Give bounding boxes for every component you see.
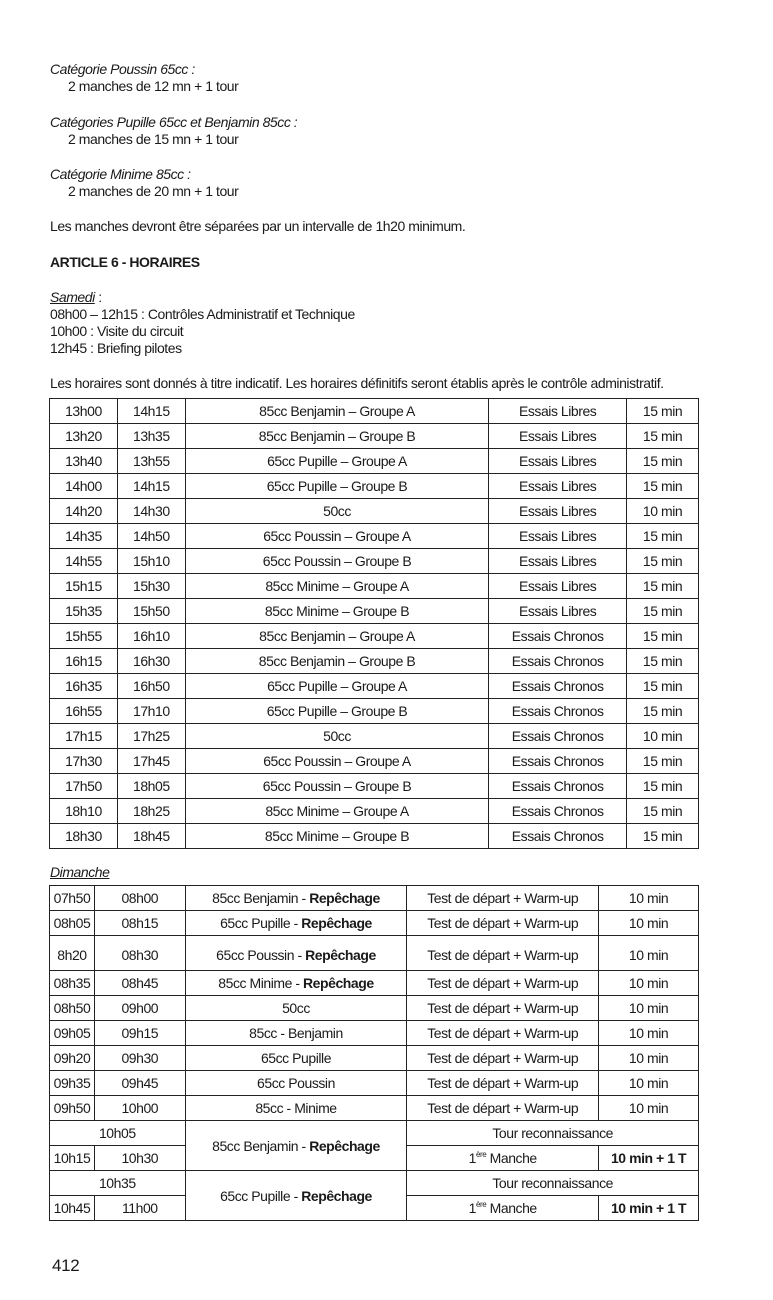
cell-session: Essais Chronos	[489, 799, 627, 824]
cell-category: 65cc Poussin – Groupe B	[185, 549, 488, 574]
cell-duration: 10 min	[627, 499, 699, 524]
saturday-label: Samedi	[50, 289, 95, 305]
cell-session: Essais Libres	[489, 449, 627, 474]
table-row	[50, 911, 699, 936]
cell-start: 08h35	[50, 971, 95, 996]
cell-end: 13h35	[117, 424, 185, 449]
cell-session: Essais Chronos	[489, 674, 627, 699]
cell-session: Essais Chronos	[489, 774, 627, 799]
cell-session: Essais Libres	[489, 599, 627, 624]
table-row	[50, 424, 699, 449]
cell-category	[185, 1021, 407, 1046]
cell-duration: 10 min + 1 T	[599, 1146, 699, 1171]
cell-end: 18h25	[117, 799, 185, 824]
cell-category: 85cc Minime – Groupe B	[185, 599, 488, 624]
table-row	[50, 724, 699, 749]
saturday-line: 12h45 : Briefing pilotes	[50, 340, 182, 356]
saturday-label-suffix: :	[94, 289, 102, 305]
cell-start: 10h15	[50, 1146, 95, 1171]
category-bold: Repêchage	[309, 890, 380, 906]
category-bold: Repêchage	[305, 947, 376, 963]
category-text: 85cc - Benjamin	[249, 1025, 343, 1041]
cell-end: 15h30	[117, 574, 185, 599]
category-pupille-benjamin-detail: 2 manches de 15 mn + 1 tour	[68, 131, 239, 147]
cell-start: 18h10	[50, 799, 118, 824]
saturday-line: 08h00 – 12h15 : Contrôles Administratif et Technique	[50, 306, 355, 322]
cell-start: 14h20	[50, 499, 118, 524]
table-row	[50, 449, 699, 474]
page-number: 412	[52, 1256, 80, 1275]
table-row	[50, 699, 699, 724]
cell-category: 85cc Benjamin – Groupe A	[185, 624, 488, 649]
cell-end: 16h30	[117, 649, 185, 674]
cell-session: Essais Libres	[489, 399, 627, 424]
cell-end: 09h00	[94, 996, 185, 1021]
cell-session: Test de départ + Warm-up	[407, 1021, 599, 1046]
cell-end: 14h15	[117, 399, 185, 424]
category-text: 85cc Minime -	[218, 975, 304, 991]
cell-category	[185, 936, 407, 971]
cell-duration: 15 min	[627, 824, 699, 849]
cell-recon-time: 10h05	[50, 1121, 186, 1146]
cell-category: 65cc Poussin – Groupe A	[185, 749, 488, 774]
table-row	[50, 499, 699, 524]
table-row	[50, 1021, 699, 1046]
cell-duration: 10 min	[599, 936, 699, 971]
cell-start: 07h50	[50, 886, 95, 911]
cell-duration: 10 min + 1 T	[599, 1196, 699, 1221]
table-row	[50, 936, 699, 971]
cell-category	[185, 1096, 407, 1121]
cell-manche	[407, 1146, 599, 1171]
cell-session: Essais Libres	[489, 499, 627, 524]
cell-session: Essais Chronos	[489, 824, 627, 849]
cell-start: 09h50	[50, 1096, 95, 1121]
category-bold: Repêchage	[301, 915, 372, 931]
cell-start: 13h00	[50, 399, 118, 424]
cell-session: Essais Chronos	[489, 749, 627, 774]
table-row	[50, 886, 699, 911]
table-row-recon	[50, 1171, 699, 1196]
cell-start: 08h05	[50, 911, 95, 936]
cell-category: 65cc Pupille – Groupe A	[185, 449, 488, 474]
saturday-schedule-body	[50, 399, 699, 849]
cell-end: 14h15	[117, 474, 185, 499]
cell-end: 09h30	[94, 1046, 185, 1071]
category-bold: Repêchage	[309, 1137, 380, 1154]
cell-start: 8h20	[50, 936, 95, 971]
cell-end: 14h30	[117, 499, 185, 524]
cell-duration: 15 min	[627, 574, 699, 599]
cell-end: 16h50	[117, 674, 185, 699]
cell-duration: 15 min	[627, 549, 699, 574]
category-text: 65cc Poussin	[257, 1075, 335, 1091]
cell-start: 17h50	[50, 774, 118, 799]
cell-end: 17h10	[117, 699, 185, 724]
cell-start: 09h35	[50, 1071, 95, 1096]
table-row-recon	[50, 1121, 699, 1146]
cell-end: 15h10	[117, 549, 185, 574]
cell-start: 15h55	[50, 624, 118, 649]
sunday-schedule-body	[50, 886, 699, 1221]
manche-number: 1	[468, 1150, 476, 1166]
category-text: 65cc Pupille -	[220, 1187, 302, 1204]
cell-category	[185, 1046, 407, 1071]
cell-category: 50cc	[185, 499, 488, 524]
cell-category	[185, 996, 407, 1021]
cell-session: Test de départ + Warm-up	[407, 971, 599, 996]
cell-category	[185, 971, 407, 996]
cell-session: Essais Libres	[489, 474, 627, 499]
manche-ordinal: ère	[476, 1200, 487, 1209]
category-text: 65cc Pupille -	[220, 915, 302, 931]
cell-end: 17h25	[117, 724, 185, 749]
cell-end: 16h10	[117, 624, 185, 649]
cell-category: 85cc Minime – Groupe A	[185, 574, 488, 599]
cell-category: 85cc Benjamin – Groupe B	[185, 424, 488, 449]
table-row	[50, 799, 699, 824]
cell-recon-label: Tour reconnaissance	[407, 1121, 699, 1146]
cell-manche	[407, 1196, 599, 1221]
cell-session: Test de départ + Warm-up	[407, 911, 599, 936]
cell-session: Test de départ + Warm-up	[407, 886, 599, 911]
cell-session: Test de départ + Warm-up	[407, 1046, 599, 1071]
interval-note: Les manches devront être séparées par un intervalle de 1h20 minimum.	[50, 218, 466, 234]
category-text: 65cc Poussin -	[216, 947, 306, 963]
cell-start: 10h45	[50, 1196, 95, 1221]
cell-end: 08h00	[94, 886, 185, 911]
table-row	[50, 1046, 699, 1071]
cell-session: Essais Chronos	[489, 724, 627, 749]
category-text: 65cc Pupille	[260, 1050, 332, 1066]
table-row	[50, 1071, 699, 1096]
cell-category: 65cc Poussin – Groupe B	[185, 774, 488, 799]
category-text: 85cc Benjamin -	[212, 1137, 310, 1154]
cell-category: 65cc Pupille – Groupe B	[185, 474, 488, 499]
cell-start: 14h35	[50, 524, 118, 549]
cell-session: Essais Libres	[489, 524, 627, 549]
cell-duration: 15 min	[627, 799, 699, 824]
table-row	[50, 774, 699, 799]
table-row	[50, 1096, 699, 1121]
category-text: 85cc - Minime	[255, 1100, 337, 1116]
table-row	[50, 971, 699, 996]
cell-category	[185, 1071, 407, 1096]
category-text: 50cc	[282, 1000, 310, 1016]
cell-session: Test de départ + Warm-up	[407, 996, 599, 1021]
category-text: 85cc Benjamin -	[212, 890, 310, 906]
cell-end: 08h45	[94, 971, 185, 996]
table-row	[50, 649, 699, 674]
cell-session: Test de départ + Warm-up	[407, 936, 599, 971]
cell-category: 85cc Benjamin – Groupe A	[185, 399, 488, 424]
cell-category	[185, 886, 407, 911]
cell-category: 85cc Minime – Groupe A	[185, 799, 488, 824]
table-row	[50, 624, 699, 649]
cell-category: 65cc Poussin – Groupe A	[185, 524, 488, 549]
cell-duration: 15 min	[627, 474, 699, 499]
cell-category	[185, 1121, 407, 1171]
cell-duration: 15 min	[627, 449, 699, 474]
cell-start: 16h15	[50, 649, 118, 674]
manche-number: 1	[468, 1200, 476, 1216]
cell-session: Test de départ + Warm-up	[407, 1096, 599, 1121]
sunday-schedule-table	[49, 885, 699, 1221]
cell-duration: 10 min	[599, 971, 699, 996]
cell-start: 15h35	[50, 599, 118, 624]
cell-duration: 10 min	[599, 911, 699, 936]
article-heading: ARTICLE 6 - HORAIRES	[50, 254, 200, 270]
cell-end: 09h45	[94, 1071, 185, 1096]
category-bold: Repêchage	[301, 1187, 372, 1204]
cell-end: 14h50	[117, 524, 185, 549]
cell-start: 08h50	[50, 996, 95, 1021]
table-row	[50, 574, 699, 599]
cell-start: 09h20	[50, 1046, 95, 1071]
table-row	[50, 474, 699, 499]
cell-category	[185, 1171, 407, 1221]
category-poussin-detail: 2 manches de 12 mn + 1 tour	[68, 78, 239, 94]
cell-end: 10h30	[94, 1146, 185, 1171]
cell-end: 17h45	[117, 749, 185, 774]
table-row	[50, 549, 699, 574]
saturday-schedule-table	[49, 398, 699, 849]
cell-category: 65cc Pupille – Groupe B	[185, 699, 488, 724]
cell-start: 14h00	[50, 474, 118, 499]
cell-start: 15h15	[50, 574, 118, 599]
cell-duration: 10 min	[599, 1046, 699, 1071]
cell-end: 09h15	[94, 1021, 185, 1046]
cell-start: 13h20	[50, 424, 118, 449]
category-bold: Repêchage	[303, 975, 374, 991]
cell-end: 15h50	[117, 599, 185, 624]
cell-end: 08h30	[94, 936, 185, 971]
table-row	[50, 749, 699, 774]
cell-duration: 15 min	[627, 624, 699, 649]
cell-duration: 15 min	[627, 774, 699, 799]
cell-start: 09h05	[50, 1021, 95, 1046]
cell-end: 10h00	[94, 1096, 185, 1121]
cell-session: Essais Libres	[489, 549, 627, 574]
table-row	[50, 399, 699, 424]
cell-category: 85cc Minime – Groupe B	[185, 824, 488, 849]
cell-duration: 15 min	[627, 424, 699, 449]
table-row	[50, 524, 699, 549]
table-row	[50, 824, 699, 849]
cell-session: Essais Chronos	[489, 624, 627, 649]
cell-category: 50cc	[185, 724, 488, 749]
sunday-label: Dimanche	[50, 864, 110, 880]
cell-duration: 15 min	[627, 699, 699, 724]
category-pupille-benjamin-title: Catégories Pupille 65cc et Benjamin 85cc :	[50, 114, 298, 130]
cell-session: Essais Libres	[489, 424, 627, 449]
cell-session: Test de départ + Warm-up	[407, 1071, 599, 1096]
cell-end: 18h45	[117, 824, 185, 849]
category-minime-detail: 2 manches de 20 mn + 1 tour	[68, 183, 239, 199]
cell-end: 18h05	[117, 774, 185, 799]
category-poussin-title: Catégorie Poussin 65cc :	[50, 61, 195, 77]
category-minime-title: Catégorie Minime 85cc :	[50, 166, 191, 182]
cell-start: 18h30	[50, 824, 118, 849]
manche-ordinal: ère	[476, 1150, 487, 1159]
cell-duration: 15 min	[627, 674, 699, 699]
cell-start: 16h55	[50, 699, 118, 724]
manche-label: Manche	[486, 1150, 537, 1166]
sunday-heading	[50, 864, 109, 881]
schedule-note: Les horaires sont donnés à titre indicatif. Les horaires définitifs seront établis après le contrôle administratif.	[50, 375, 664, 391]
cell-recon-time: 10h35	[50, 1171, 186, 1196]
cell-duration: 15 min	[627, 524, 699, 549]
cell-end: 11h00	[94, 1196, 185, 1221]
cell-duration: 10 min	[599, 1021, 699, 1046]
cell-category: 85cc Benjamin – Groupe B	[185, 649, 488, 674]
manche-label: Manche	[486, 1200, 537, 1216]
cell-end: 13h55	[117, 449, 185, 474]
cell-duration: 15 min	[627, 749, 699, 774]
cell-duration: 10 min	[599, 996, 699, 1021]
cell-end: 08h15	[94, 911, 185, 936]
cell-start: 14h55	[50, 549, 118, 574]
table-row	[50, 996, 699, 1021]
cell-category: 65cc Pupille – Groupe A	[185, 674, 488, 699]
cell-duration: 10 min	[599, 886, 699, 911]
table-row	[50, 674, 699, 699]
cell-start: 13h40	[50, 449, 118, 474]
cell-duration: 10 min	[627, 724, 699, 749]
table-row	[50, 599, 699, 624]
cell-duration: 15 min	[627, 599, 699, 624]
cell-duration: 10 min	[599, 1096, 699, 1121]
cell-duration: 15 min	[627, 649, 699, 674]
cell-category	[185, 911, 407, 936]
cell-duration: 10 min	[599, 1071, 699, 1096]
cell-session: Essais Chronos	[489, 649, 627, 674]
cell-session: Essais Chronos	[489, 699, 627, 724]
cell-start: 17h30	[50, 749, 118, 774]
cell-recon-label: Tour reconnaissance	[407, 1171, 699, 1196]
saturday-heading	[50, 289, 102, 306]
saturday-line: 10h00 : Visite du circuit	[50, 323, 184, 339]
cell-start: 16h35	[50, 674, 118, 699]
cell-session: Essais Libres	[489, 574, 627, 599]
cell-duration: 15 min	[627, 399, 699, 424]
cell-start: 17h15	[50, 724, 118, 749]
